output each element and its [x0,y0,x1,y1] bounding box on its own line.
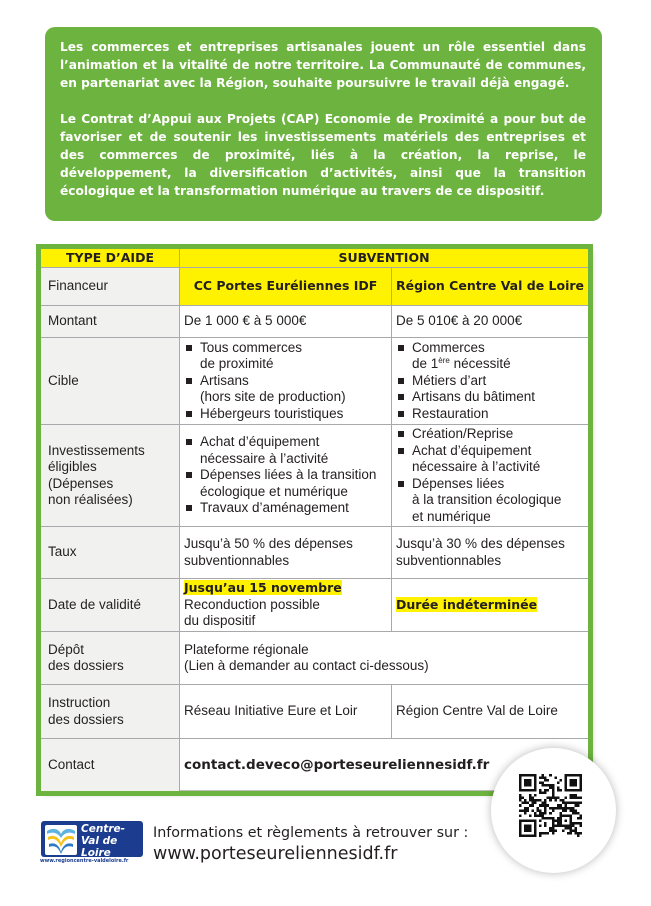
depot-value: Plateforme régionale (Lien à demander au contact ci-dessous) [180,632,589,685]
footer-info [153,823,468,865]
table-row-instruction [41,685,589,739]
financeur-cc: CC Portes Euréliennes IDF [180,268,392,306]
list-item: Restauration [396,406,584,423]
table-row-taux [41,527,589,579]
list-item: Travaux d’aménagement [184,500,387,517]
list-item: Tous commerces de proximité [184,340,387,373]
table-row-validite [41,579,589,632]
instruction-region: Région Centre Val de Loire [392,685,589,739]
intro-paragraph-2: Le Contrat d’Appui aux Projets (CAP) Economie de Proximité a pour but de favoriser et de soutenir les investissements matériels des entreprises et des commerces de proximité, liés à la création, la reprise, le développement, la diversification d’activités, ainsi que la transition écologique et la transformation numérique au travers de ce dispositif. [60,111,586,199]
list-item: Artisans du bâtiment [396,389,584,406]
table-row-depot [41,632,589,685]
intro-box [45,27,602,221]
instruction-cc: Réseau Initiative Eure et Loir [180,685,392,739]
list-item: Métiers d’art [396,373,584,390]
row-label-validite: Date de validité [41,579,180,632]
cible-cc [180,338,392,425]
table-header-row [41,249,589,268]
list-item: Dépenses liées à la transition écologique et numérique [396,476,584,526]
table-row-montant [41,306,589,338]
taux-region: Jusqu’à 30 % des dépenses subventionnables [392,527,589,579]
list-item: Hébergeurs touristiques [184,406,387,423]
region-logo-box [41,821,143,857]
table-row-cible [41,338,589,425]
taux-cc: Jusqu’à 50 % des dépenses subventionnables [180,527,392,579]
header-type-aide: TYPE D’AIDE [41,249,180,268]
financeur-region: Région Centre Val de Loire [392,268,589,306]
header-subvention: SUBVENTION [180,249,589,268]
validite-highlight: Jusqu’au 15 novembre [184,580,342,596]
investissements-cc [180,425,392,527]
intro-paragraph-1: Les commerces et entreprises artisanales jouent un rôle essentiel dans l’animation et la vitalité de notre territoire. La Communauté de communes, en partenariat avec la Région, souhaite poursuivre le travail déjà engagé. [60,40,586,91]
table-row-investissements [41,425,589,527]
validite-cc: Jusqu’au 15 novembre Reconduction possible du dispositif [180,579,392,632]
region-logo-url: www.regioncentre-valdeloire.fr [40,858,129,864]
row-label-financeur: Financeur [41,268,180,306]
qr-code-icon[interactable] [519,774,582,837]
row-label-investissements: Investissements éligibles (Dépenses non réalisées) [41,425,180,527]
row-label-taux: Taux [41,527,180,579]
validite-region [392,579,589,632]
investissements-region [392,425,589,527]
list-item: Artisans (hors site de production) [184,373,387,406]
row-label-cible: Cible [41,338,180,425]
region-emblem-icon [45,825,77,855]
footer-website-link[interactable]: www.porteseureliennesidf.fr [153,844,398,864]
row-label-contact: Contact [41,739,180,792]
list-item: Achat d’équipement nécessaire à l’activité [184,434,387,467]
list-item: Dépenses liées à la transition écologique et numérique [184,467,387,500]
cible-region [392,338,589,425]
footer-info-line: Informations et règlements à retrouver sur : [153,825,469,841]
list-item: Création/Reprise [396,426,584,443]
region-logo [40,821,144,868]
contact-email[interactable]: contact.deveco@porteseureliennesidf.fr [180,739,589,792]
row-label-depot: Dépôt des dossiers [41,632,180,685]
validite-highlight-region: Durée indéterminée [396,596,538,612]
montant-region: De 5 010€ à 20 000€ [392,306,589,338]
list-item: Commerces de 1ère nécessité [396,340,584,373]
montant-cc: De 1 000 € à 5 000€ [180,306,392,338]
row-label-montant: Montant [41,306,180,338]
aid-table [40,248,589,792]
aid-table-container [40,248,588,790]
table-row-financeur [41,268,589,306]
row-label-instruction: Instruction des dossiers [41,685,180,739]
region-logo-text: Centre- Val de Loire [81,823,125,859]
list-item: Achat d’équipement nécessaire à l’activité [396,443,584,476]
